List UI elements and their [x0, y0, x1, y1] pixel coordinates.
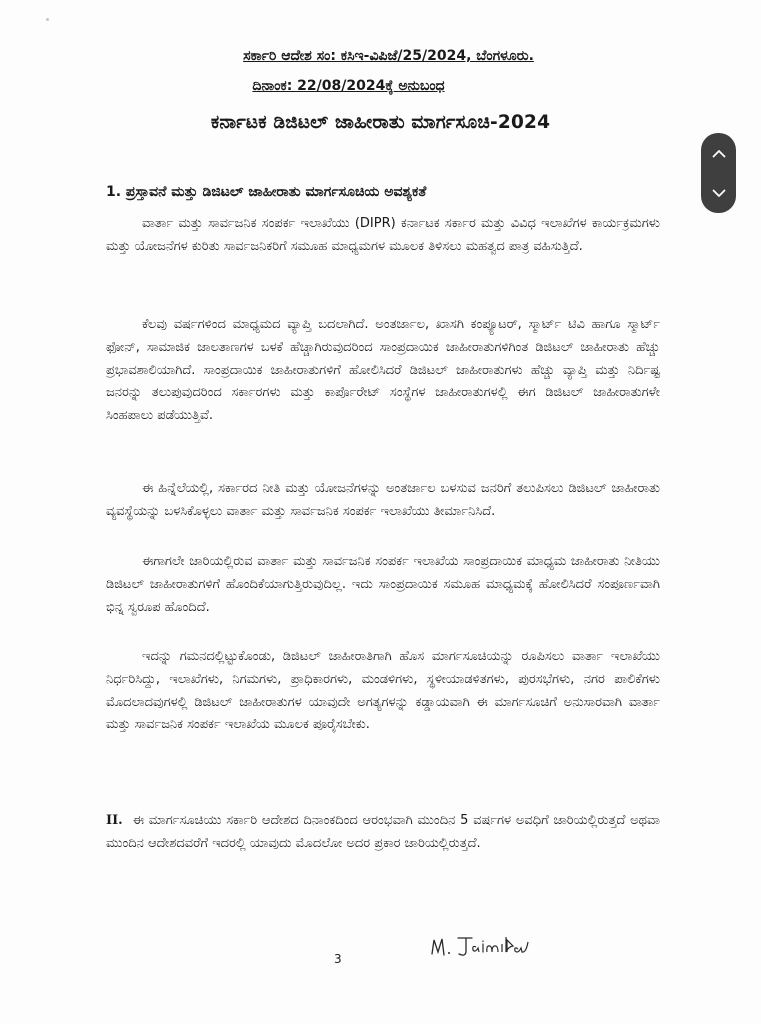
chevron-up-icon [712, 149, 726, 158]
paragraph-1: ವಾರ್ತಾ ಮತ್ತು ಸಾರ್ವಜನಿಕ ಸಂಪರ್ಕ ಇಲಾಖೆಯು (DIPR) ಕರ್ನಾಟಕ ಸರ್ಕಾರ ಮತ್ತು ವಿವಿಧ ಇಲಾಖೆಗಳ ಕಾರ್ಯಕ್ರಮಗಳು ಮತ್ತು ಯೋಜನೆಗಳ ಕುರಿತು ಸಾರ್ವಜನಿಕರಿಗೆ ಸಮೂಹ ಮಾಧ್ಯಮಗಳ ಮೂಲಕ ತಿಳಿಸಲು ಮಹತ್ವದ ಪಾತ್ರ ವಹಿಸುತ್ತಿದೆ. [106, 216, 660, 254]
section-2-number: II. [106, 813, 123, 828]
document-title: ಕರ್ನಾಟಕ ಡಿಜಿಟಲ್ ಜಾಹೀರಾತು ಮಾರ್ಗಸೂಚಿ-2024 [210, 112, 551, 133]
page-number: 3 [334, 952, 342, 966]
order-number-line: ಸರ್ಕಾರಿ ಆದೇಶ ಸಂ: ಕಸಿಇ-ವಿಪಿಜೆ/25/2024, ಬೆಂಗಳೂರು. [243, 48, 534, 64]
scroll-down-button[interactable] [701, 173, 736, 213]
section-2-paragraph [106, 810, 660, 856]
paragraph-4: ಈಗಾಗಲೇ ಜಾರಿಯಲ್ಲಿರುವ ವಾರ್ತಾ ಮತ್ತು ಸಾರ್ವಜನಿಕ ಸಂಪರ್ಕ ಇಲಾಖೆಯ ಸಾಂಪ್ರದಾಯಿಕ ಮಾಧ್ಯಮ ಜಾಹೀರಾತು ನೀತಿಯು ಡಿಜಿಟಲ್ ಜಾಹೀರಾತುಗಳಿಗೆ ಹೊಂದಿಕೆಯಾಗುತ್ತಿರುವುದಿಲ್ಲ. ಇದು ಸಾಂಪ್ರದಾಯಿಕ ಸಮೂಹ ಮಾಧ್ಯಮಕ್ಕೆ ಹೋಲಿಸಿದರೆ ಸಂಪೂರ್ಣವಾಗಿ ಭಿನ್ನ ಸ್ವರೂಪ ಹೊಂದಿದೆ. [106, 554, 660, 615]
section-1-heading: 1. ಪ್ರಸ್ತಾವನೆ ಮತ್ತು ಡಿಜಿಟಲ್ ಜಾಹೀರಾತು ಮಾರ್ಗಸೂಚಿಯ ಅವಶ್ಯಕತೆ [106, 184, 427, 200]
paragraph-2: ಕೆಲವು ವರ್ಷಗಳಿಂದ ಮಾಧ್ಯಮದ ವ್ಯಾಪ್ತಿ ಬದಲಾಗಿದೆ. ಅಂತರ್ಜಾಲ, ಖಾಸಗಿ ಕಂಪ್ಯೂಟರ್, ಸ್ಮಾರ್ಟ್ ಟಿವಿ ಹಾಗೂ ಸ್ಮಾರ್ಟ್ ಫೋನ್, ಸಾಮಾಜಿಕ ಜಾಲತಾಣಗಳ ಬಳಕೆ ಹೆಚ್ಚಾಗಿರುವುದರಿಂದ ಸಾಂಪ್ರದಾಯಿಕ ಜಾಹೀರಾತುಗಳಿಗಿಂತ ಡಿಜಿಟಲ್ ಜಾಹೀರಾತು ಹೆಚ್ಚು ಪ್ರಭಾವಶಾಲಿಯಾಗಿದೆ. ಸಾಂಪ್ರದಾಯಿಕ ಜಾಹೀರಾತುಗಳಿಗೆ ಹೋಲಿಸಿದರೆ ಡಿಜಿಟಲ್ ಜಾಹೀರಾತುಗಳು ಹೆಚ್ಚು ವ್ಯಾಪ್ತಿ ಮತ್ತು ನಿರ್ದಿಷ್ಟ ಜನರನ್ನು ತಲುಪುವುದರಿಂದ ಸರ್ಕಾರಗಳು ಮತ್ತು ಕಾರ್ಪೊರೇಟ್ ಸಂಸ್ಥೆಗಳ ಜಾಹೀರಾತುಗಳಲ್ಲಿ ಈಗ ಡಿಜಿಟಲ್ ಜಾಹೀರಾತುಗಳೇ ಸಿಂಹಪಾಲು ಪಡೆಯುತ್ತಿವೆ. [106, 317, 660, 424]
page-scroll-widget [701, 133, 736, 213]
order-date: ದಿನಾಂಕ: 22/08/2024ಕ್ಕೆ [252, 78, 394, 94]
signature [428, 928, 548, 962]
scroll-up-button[interactable] [701, 133, 736, 173]
chevron-down-icon [712, 189, 726, 198]
paragraph-3: ಈ ಹಿನ್ನೆಲೆಯಲ್ಲಿ, ಸರ್ಕಾರದ ನೀತಿ ಮತ್ತು ಯೋಜನೆಗಳನ್ನು ಅಂತರ್ಜಾಲ ಬಳಸುವ ಜನರಿಗೆ ತಲುಪಿಸಲು ಡಿಜಿಟಲ್ ಜಾಹೀರಾತು ವ್ಯವಸ್ಥೆಯನ್ನು ಬಳಸಿಕೊಳ್ಳಲು ವಾರ್ತಾ ಮತ್ತು ಸಾರ್ವಜನಿಕ ಸಂಪರ್ಕ ಇಲಾಖೆಯು ತೀರ್ಮಾನಿಸಿದೆ. [106, 481, 660, 519]
annex-label: ಅನುಬಂಧ [398, 78, 445, 94]
paragraph-5: ಇದನ್ನು ಗಮನದಲ್ಲಿಟ್ಟುಕೊಂಡು, ಡಿಜಿಟಲ್ ಜಾಹೀರಾತಿಗಾಗಿ ಹೊಸ ಮಾರ್ಗಸೂಚಿಯನ್ನು ರೂಪಿಸಲು ವಾರ್ತಾ ಇಲಾಖೆಯು ನಿರ್ಧರಿಸಿದ್ದು, ಇಲಾಖೆಗಳು, ನಿಗಮಗಳು, ಪ್ರಾಧಿಕಾರಗಳು, ಮಂಡಳಿಗಳು, ಸ್ಥಳೀಯಾಡಳಿತಗಳು, ಪುರಸಭೆಗಳು, ನಗರ ಪಾಲಿಕೆಗಳು ಮೊದಲಾದವುಗಳಲ್ಲಿ ಡಿಜಿಟಲ್ ಜಾಹೀರಾತುಗಳ ಯಾವುದೇ ಅಗತ್ಯಗಳನ್ನು ಕಡ್ಡಾಯವಾಗಿ ಈ ಮಾರ್ಗಸೂಚಿಗೆ ಅನುಸಾರವಾಗಿ ವಾರ್ತಾ ಮತ್ತು ಸಾರ್ವಜನಿಕ ಸಂಪರ್ಕ ಇಲಾಖೆಯ ಮೂಲಕ ಪೂರೈಸಬೇಕು. [106, 649, 660, 733]
scan-speck [46, 18, 49, 21]
date-line [0, 78, 729, 94]
section-2-text: ಈ ಮಾರ್ಗಸೂಚಿಯು ಸರ್ಕಾರಿ ಆದೇಶದ ದಿನಾಂಕದಿಂದ ಆರಂಭವಾಗಿ ಮುಂದಿನ 5 ವರ್ಷಗಳ ಅವಧಿಗೆ ಜಾರಿಯಲ್ಲಿರುತ್ತದೆ ಅಥವಾ ಮುಂದಿನ ಆದೇಶದವರೆಗೆ ಇದರಲ್ಲಿ ಯಾವುದು ಮೊದಲೋ ಅದರ ಪ್ರಕಾರ ಜಾರಿಯಲ್ಲಿರುತ್ತದೆ. [106, 813, 660, 851]
signature-image [428, 928, 548, 962]
